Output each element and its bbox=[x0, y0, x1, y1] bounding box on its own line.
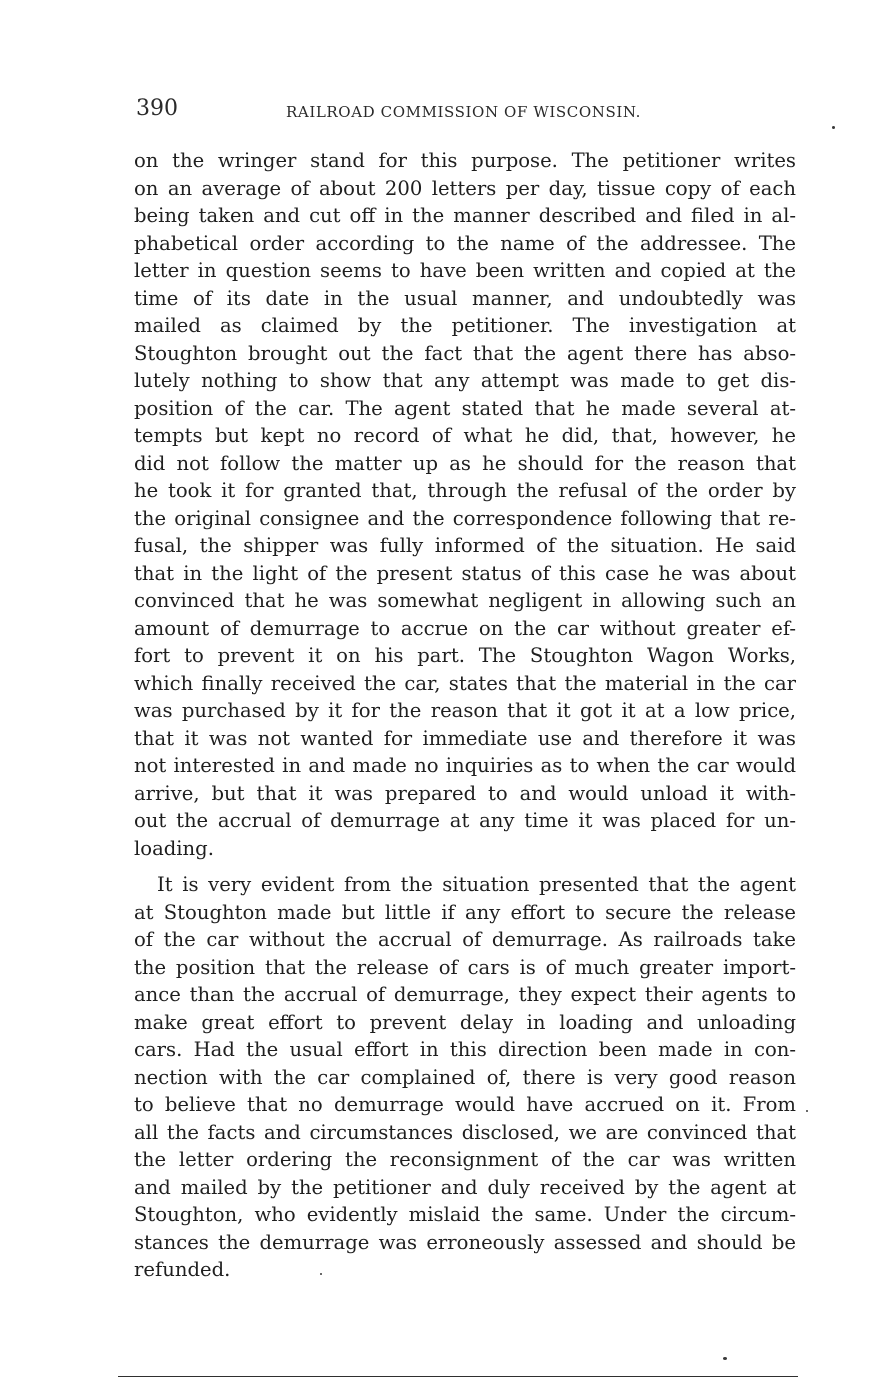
text-line: cars. Had the usual effort in this direction been made in con- bbox=[134, 1038, 796, 1061]
text-line: out the accrual of demurrage at any time it was placed for un- bbox=[134, 809, 796, 832]
scan-speck bbox=[806, 1110, 808, 1112]
text-line: to believe that no demurrage would have accrued on it. From bbox=[134, 1093, 796, 1116]
text-line: the position that the release of cars is of much greater import- bbox=[134, 955, 796, 979]
text-line: and mailed by the petitioner and duly received by the agent at bbox=[134, 1175, 796, 1199]
text-line: position of the car. The agent stated that he made several at- bbox=[134, 396, 796, 420]
text-line: was purchased by it for the reason that it got it at a low price, bbox=[134, 699, 796, 722]
footer-rule bbox=[118, 1376, 798, 1377]
text-line: make great effort to prevent delay in loading and unloading bbox=[134, 1010, 796, 1034]
text-line: the original consignee and the correspondence following that re- bbox=[134, 506, 796, 530]
text-line: It is very evident from the situation presented that the agent bbox=[157, 873, 796, 896]
text-line: loading. bbox=[134, 836, 214, 860]
text-line: stances the demurrage was erroneously assessed and should be bbox=[134, 1230, 796, 1254]
text-line: refunded. bbox=[134, 1258, 231, 1281]
text-line: on an average of about 200 letters per day, tissue copy of each bbox=[134, 176, 796, 200]
paragraph-2 bbox=[134, 871, 796, 1284]
text-line: on the wringer stand for this purpose. The petitioner writes bbox=[134, 149, 796, 172]
text-line: nection with the car complained of, there is very good reason bbox=[134, 1065, 796, 1089]
text-line: Stoughton, who evidently mislaid the same. Under the circum- bbox=[134, 1203, 796, 1226]
text-line: not interested in and made no inquiries as to when the car would bbox=[134, 754, 796, 777]
text-line: of the car without the accrual of demurrage. As railroads take bbox=[134, 928, 796, 951]
text-line: amount of demurrage to accrue on the car without greater ef- bbox=[134, 616, 796, 640]
text-line: which finally received the car, states that the material in the car bbox=[134, 671, 796, 695]
text-line: phabetical order according to the name of the addressee. The bbox=[134, 231, 796, 255]
scan-speck bbox=[832, 126, 835, 129]
text-line: he took it for granted that, through the refusal of the order by bbox=[134, 479, 796, 502]
text-line: that it was not wanted for immediate use and therefore it was bbox=[134, 726, 796, 750]
text-line: fort to prevent it on his part. The Stoughton Wagon Works, bbox=[134, 644, 796, 667]
text-line: fusal, the shipper was fully informed of the situation. He said bbox=[134, 534, 796, 557]
text-line: being taken and cut off in the manner described and filed in al- bbox=[134, 204, 796, 227]
text-line: convinced that he was somewhat negligent in allowing such an bbox=[134, 589, 796, 612]
text-line: Stoughton brought out the fact that the agent there has abso- bbox=[134, 341, 796, 365]
text-line: all the facts and circumstances disclosed, we are convinced that bbox=[134, 1120, 796, 1144]
paragraph-1 bbox=[134, 147, 796, 862]
text-line: at Stoughton made but little if any effort to secure the release bbox=[134, 900, 796, 924]
page-number: 390 bbox=[136, 96, 178, 121]
text-line: arrive, but that it was prepared to and would unload it with- bbox=[134, 781, 796, 805]
text-line: lutely nothing to show that any attempt was made to get dis- bbox=[134, 369, 796, 392]
scan-speck bbox=[320, 1273, 322, 1275]
text-line: mailed as claimed by the petitioner. The investigation at bbox=[134, 314, 796, 337]
scan-speck bbox=[723, 1357, 727, 1360]
running-title: RAILROAD COMMISSION OF WISCONSIN. bbox=[286, 103, 641, 121]
text-line: letter in question seems to have been written and copied at the bbox=[134, 259, 796, 282]
text-line: tempts but kept no record of what he did, that, however, he bbox=[134, 424, 796, 447]
text-line: that in the light of the present status of this case he was about bbox=[134, 561, 796, 585]
text-line: did not follow the matter up as he should for the reason that bbox=[134, 451, 796, 475]
text-line: time of its date in the usual manner, and undoubtedly was bbox=[134, 286, 796, 310]
text-line: the letter ordering the reconsignment of the car was written bbox=[134, 1148, 796, 1171]
text-line: ance than the accrual of demurrage, they expect their agents to bbox=[134, 983, 796, 1006]
